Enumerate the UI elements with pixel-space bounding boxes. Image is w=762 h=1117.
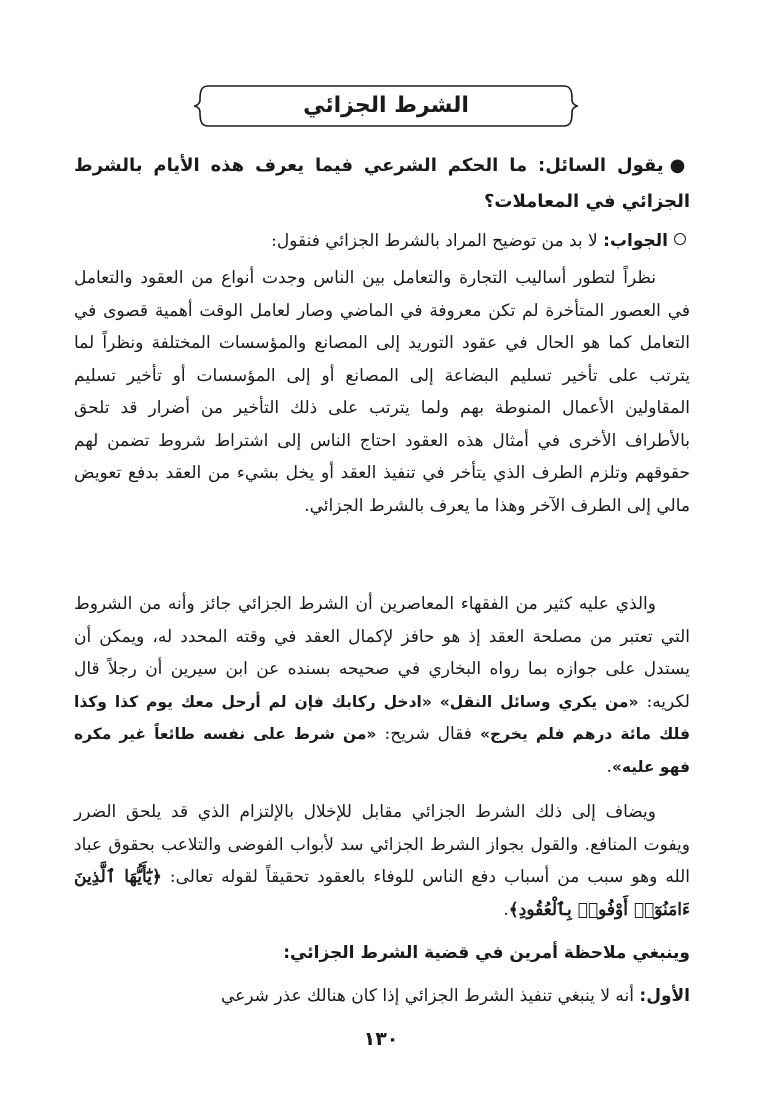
answer-text: لا بد من توضيح المراد بالشرط الجزائي فنقول:: [271, 231, 604, 251]
paragraph-2-text: والذي عليه كثير من الفقهاء المعاصرين أن الشرط الجزائي جائز وأنه من الشروط التي تعتبر من مصلحة العقد إذ هو حافز لإكمال العقد في وقته المحدد له، ويمكن أن يستدل على جوازه بما رواه البخاري في صحيحه بسنده عن ابن سيرين أن رجلاً قال لكريه:: [74, 594, 690, 712]
hadith-quote-2: «من شرط على نفسه طائعاً غير مكره فهو عليه»: [74, 725, 690, 776]
quran-verse: ﴿يَٰٓأَيُّهَا ٱلَّذِينَ ءَامَنُوٓا۟ أَوْفُوا۟ بِٱلْعُقُودِ﴾: [74, 867, 690, 920]
paragraph-2-end: .: [606, 756, 612, 777]
paragraph-3-end: .: [503, 899, 509, 920]
first-point-label: الأول:: [639, 986, 690, 1006]
hadith-quote-1: «من يكري وسائل النقل» «ادخل ركابك فإن لم أرحل معك يوم كذا وكذا فلك مائة درهم فلم يخرج»: [74, 692, 690, 743]
page-number: ١٣٠: [363, 1028, 399, 1050]
paragraph-1: نظراً لتطور أساليب التجارة والتعامل بين الناس وجدت أنواع من العقود والتعامل في العصور المتأخرة لم تكن معروفة في الماضي وصار لعامل الوقت أهمية قصوى في التعامل كما هو الحال في عقود التوريد إلى المصانع والمؤسسات المختلفة ونظراً لما يترتب على تأخير تسليم البضاعة إلى المصانع أو إلى المؤسسات أو تأخير تسليم المقاولين الأعمال المنوطة بهم ولما يترتب على ذلك التأخير من أضرار قد تلحق بالأطراف الأخرى في أمثال هذه العقود احتاج الناس إلى اشتراط شروط تضمن لهم حقوقهم وتلزم الطرف الذي يتأخر في تنفيذ العقد أو يخل بشيء من العقد بدفع تعويض مالي إلى الطرف الآخر وهذا ما يعرف بالشرط الجزائي.: [74, 268, 690, 516]
page-title: الشرط الجزائي: [303, 93, 469, 118]
question-text: يقول السائل: ما الحكم الشرعي فيما يعرف هذه الأيام بالشرط الجزائي في المعاملات؟: [74, 155, 690, 212]
first-point: [74, 980, 690, 1012]
question-block: [74, 148, 690, 220]
paragraph-3: [74, 796, 690, 926]
paragraph-3-text: ويضاف إلى ذلك الشرط الجزائي مقابل للإخلال بالإلتزام الذي قد يلحق الضرر ويفوت المنافع. والقول بجواز الشرط الجزائي سد لأبواب الفوضى والتلاعب بحقوق عباد الله وهو سبب من أسباب دفع الناس للوفاء بالعقود تحقيقاً لقوله تعالى:: [74, 802, 690, 887]
circle-bullet-icon: [674, 233, 686, 245]
bullet-icon: ●: [669, 155, 690, 176]
answer-label: الجواب:: [603, 231, 668, 251]
title-frame: [194, 82, 578, 130]
first-point-text: أنه لا ينبغي تنفيذ الشرط الجزائي إذا كان هنالك عذر شرعي: [220, 986, 640, 1006]
paragraph-2-middle: فقال شريح:: [376, 724, 480, 744]
answer-block: [74, 225, 690, 257]
paragraph-2: [74, 588, 690, 783]
subheading: وينبغي ملاحظة أمرين في قضية الشرط الجزائي:: [283, 943, 690, 963]
